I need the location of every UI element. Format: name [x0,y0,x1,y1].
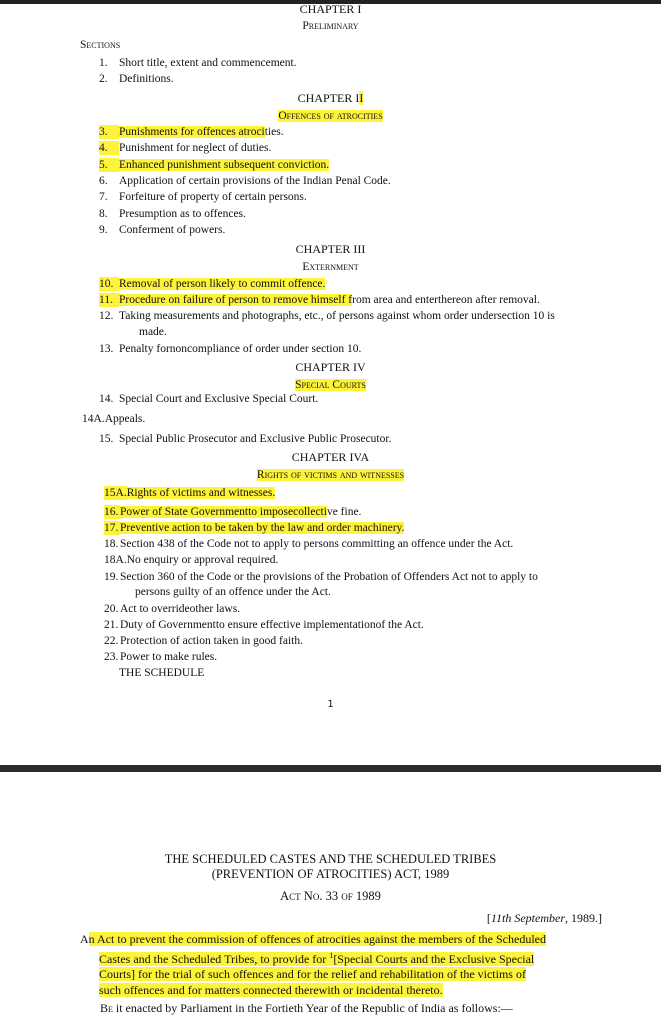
toc-entry [104,537,513,551]
toc-entry [99,190,307,204]
toc-entry [99,125,284,139]
toc-entry-number: 16. [104,506,119,518]
toc-entry-number: 4. [99,141,119,155]
chapter2-heading: CHAPTER II [297,91,364,105]
toc-entry-text: persons guilty of an offence under the Act. [135,586,331,598]
toc-entry [104,618,424,632]
page-number: 1 [327,699,334,710]
toc-entry-number: 14. [99,393,114,405]
toc-entry [99,342,361,356]
toc-entry-text: made. [139,326,167,338]
toc-entry [104,570,538,584]
chapter1-heading: CHAPTER I [299,2,362,16]
toc-entry [104,634,303,648]
preamble-line3: Courts] for the trial of such offences and for the relief and rehabilitation of the victims of [99,967,526,981]
toc-entry-text: Penalty fornoncompliance of order under section 10. [119,343,362,355]
toc-entry [119,325,167,339]
toc-entry [99,72,174,86]
toc-entry-text: Section 360 of the Code or the provisions of the Probation of Offenders Act not to apply to [120,571,538,583]
toc-entry-text: Taking measurements and photographs, etc., of persons against whom order undersection 10 is [119,310,555,322]
toc-entry-highlight: Power of State Governmentto imposecollecti [120,506,327,518]
sections-label: Sections [80,39,121,51]
toc-entry-number: 11. [99,293,119,307]
toc-entry [82,412,145,426]
toc-entry-text: rom area and enterthereon after removal. [352,294,540,306]
toc-entry-text: Conferment of powers. [119,223,226,236]
toc-entry-text: Presumption as to offences. [119,207,246,220]
chapter3-heading: CHAPTER III [295,242,366,256]
toc-entry [99,277,325,291]
toc-entry-text: Forfeiture of property of certain persons. [119,191,307,204]
toc-entry-number: 9. [99,223,108,236]
toc-entry-number: 8. [99,207,108,220]
chapter4a-heading: CHAPTER IVA [291,450,370,464]
toc-entry-number: 20. [104,603,119,615]
act-number: Act No. 33 of 1989 [280,889,381,903]
toc-entry-highlight: Procedure on failure of person to remove himself f [119,294,353,306]
toc-entry-number: 22. [104,635,119,647]
preamble [80,932,600,998]
toc-entry-number: 21. [104,619,119,631]
toc-entry-text: Power to make rules. [120,651,218,663]
toc-entry-text: Special Public Prosecutor and Exclusive Public Prosecutor. [119,433,392,445]
toc-entry [104,521,404,535]
toc-entry-highlight: Punishments for offences atroci [119,126,265,138]
toc-entry-number: 10. [99,277,119,291]
toc-entry-text: Definitions. [119,73,174,85]
toc-entry-number: 23. [104,651,119,663]
toc-entry-text: Punishment for neglect of duties. [119,142,272,155]
toc-entry [99,158,329,172]
toc-entry [99,392,318,406]
preamble-line2: Castes and the Scheduled Tribes, to provide for $^1$[Special Courts and the Exclusive Special [99,950,535,966]
toc-entry [99,56,297,70]
toc-entry-highlight: Preventive action to be taken by the law and order machinery. [120,522,405,534]
toc-entry-number: 7. [99,191,108,204]
preamble-line1: An Act to prevent the commission of offences of atrocities against the members of the Scheduled [80,932,546,946]
toc-entry-number: 6. [99,174,108,187]
toc-entry [104,602,240,616]
toc-entry [99,207,246,221]
toc-entry-number: 2. [99,73,108,85]
enacting-formula: Be it enacted by Parliament in the Fortieth Year of the Republic of India as follows:— [100,1001,513,1015]
toc-entry-text: Duty of Governmentto ensure effective implementationof the Act. [120,619,424,631]
chapter3-subtitle: Externment [302,261,359,273]
toc-entry-number: 14A. [82,413,105,425]
act-title-line1: THE SCHEDULED CASTES AND THE SCHEDULED TRIBES [164,852,497,866]
act-date: [11th September, 1989.] [486,911,602,925]
toc-entry [99,141,271,155]
toc-entry-number: 15. [99,433,114,445]
toc-entry-text: Application of certain provisions of the Indian Penal Code. [119,174,391,187]
toc-entry [99,174,391,188]
toc-entry-number: 15A. [104,487,127,499]
toc-entry [99,309,555,323]
toc-entry-highlight: Removal of person likely to commit offence. [119,278,326,290]
schedule-entry: THE SCHEDULE [119,667,205,679]
toc-entry-number: 19. [104,571,119,583]
toc-entry-text: Appeals. [104,413,146,425]
page-divider [0,765,661,772]
toc-entry-number: 5. [99,158,119,172]
toc-entry-number: 12. [99,310,114,322]
toc-entry [104,553,278,567]
toc-entry-text: ties. [264,126,284,138]
toc-entry-text: Special Court and Exclusive Special Court. [119,393,319,405]
toc-entry-text: No enquiry or approval required. [126,554,279,566]
toc-entry-number: 17. [104,522,119,534]
chapter4-heading: CHAPTER IV [295,360,366,374]
toc-entry-number: 13. [99,343,114,355]
toc-entry-number: 18A. [104,554,127,566]
chapter4a-subtitle: Rights of victims and witnesses [256,469,405,481]
toc-entry-text: Act to overrideother laws. [120,603,241,615]
toc-entry-text: Section 438 of the Code not to apply to persons committing an offence under the Act. [120,538,514,550]
toc-entry-highlight: Rights of victims and witnesses. [126,487,276,499]
toc-entry [104,650,217,664]
toc-entry-number: 1. [99,57,108,69]
toc-entry [99,293,540,307]
toc-entry [99,432,391,446]
toc-entry-text: Short title, extent and commencement. [119,57,297,69]
toc-entry-text: Protection of action taken in good faith. [120,635,303,647]
act-page [0,772,661,1023]
toc-entry [99,223,225,237]
preamble-line4: such offences and for matters connected therewith or incidental thereto. [99,982,443,997]
act-title-line2: (PREVENTION OF ATROCITIES) ACT, 1989 [211,867,450,881]
chapter4-subtitle: Special Courts [295,379,366,391]
toc-entry-number: 3. [99,125,119,139]
toc-entry [104,505,361,519]
toc-entry-number: 18. [104,538,119,550]
toc-entry-text: ve fine. [326,506,362,518]
toc-entry [104,486,275,500]
toc-entry-highlight: Enhanced punishment subsequent conviction. [119,158,330,171]
toc-entry [119,585,331,599]
chapter1-subtitle: Preliminary [302,20,359,32]
chapter2-subtitle: Offences of atrocities [278,110,383,122]
